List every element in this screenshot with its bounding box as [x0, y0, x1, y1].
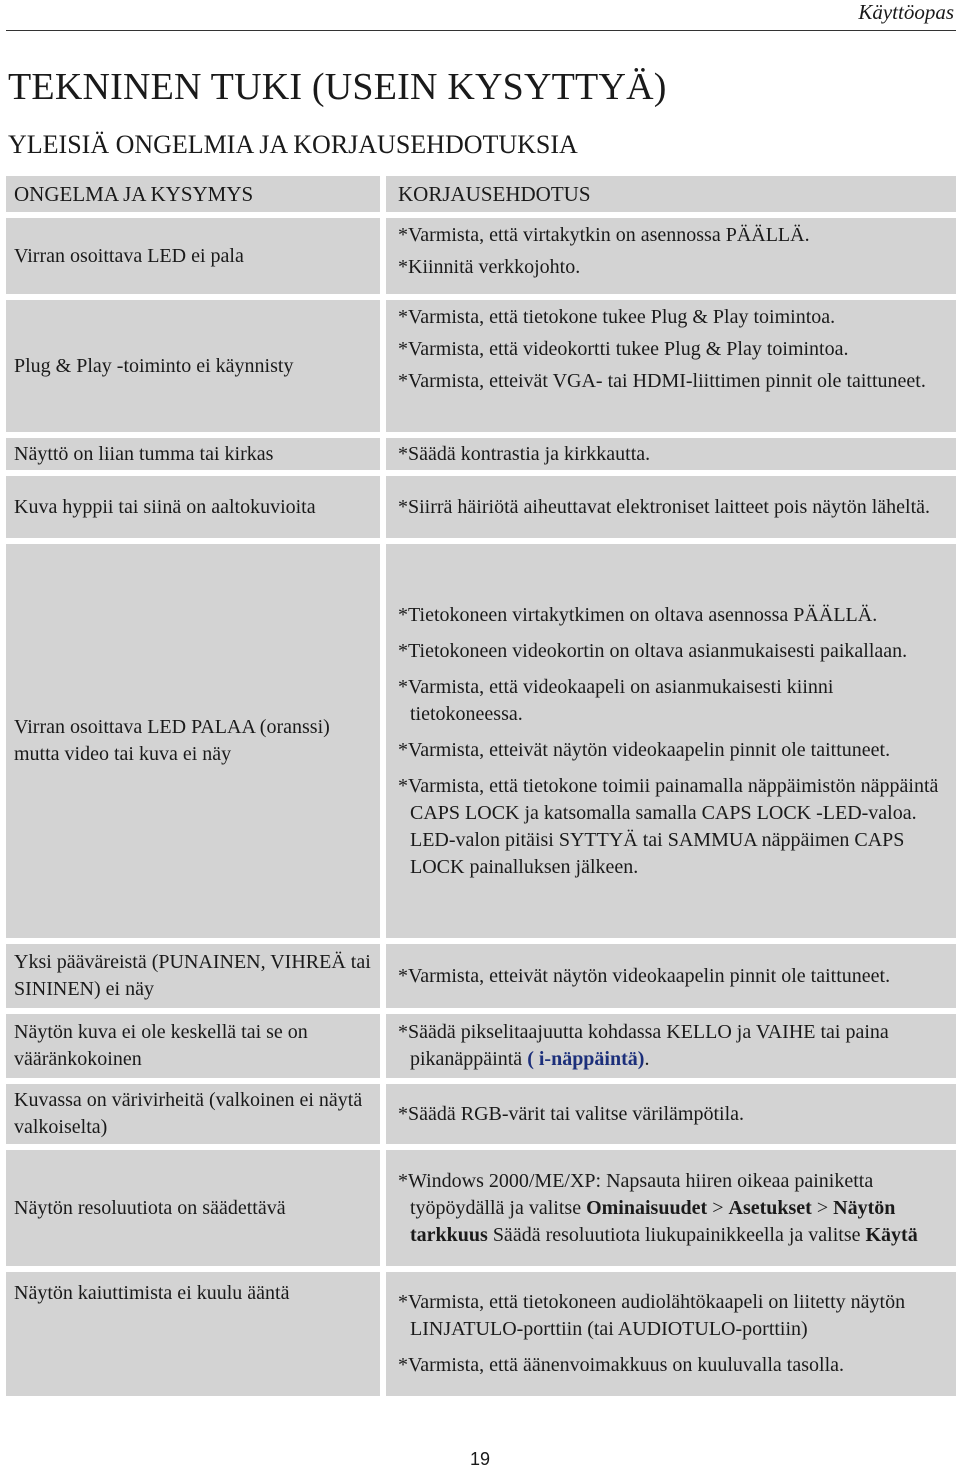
solution-cell [386, 944, 956, 1014]
problem-text: Virran osoittava LED PALAA (oranssi) mutta video tai kuva ei näy [14, 716, 330, 765]
solution-item: *Säädä RGB-värit tai valitse värilämpötila. [398, 1102, 745, 1125]
solution-item: *Windows 2000/ME/XP: Napsauta hiiren oikeaa painiketta työpöydällä ja valitse Ominaisuudet > Asetukset > Näytön tarkkuus Säädä resoluutiota liukupainikkeella ja valitse Käytä [398, 1169, 918, 1246]
problem-text: Yksi pääväreistä (PUNAINEN, VIHREÄ tai SININEN) ei näy [14, 951, 371, 1000]
solution-item: *Varmista, että tietokone toimii painamalla näppäimistön näppäintä CAPS LOCK ja katsomalla samalla CAPS LOCK -LED-valoa. LED-valon pitäisi SYTTYÄ tai SAMMUA näppäimen CAPS LOCK painalluksen jälkeen. [398, 774, 939, 878]
solution-item: *Siirrä häiriötä aiheuttavat elektroniset laitteet pois näytön läheltä. [398, 495, 931, 518]
problem-text: Näytön kaiuttimista ei kuulu ääntä [14, 1282, 290, 1304]
solution-item: *Varmista, että virtakytkin on asennossa PÄÄLLÄ. [398, 224, 810, 246]
solution-cell [386, 1084, 956, 1150]
solution-cell [386, 1272, 956, 1402]
page-number: 19 [469, 1449, 491, 1469]
problem-cell [6, 438, 386, 476]
solution-item: *Varmista, etteivät näytön videokaapelin pinnit ole taittuneet. [398, 738, 891, 761]
solution-item: *Varmista, että tietokoneen audiolähtökaapeli on liitetty näytön LINJATULO-porttiin (tai AUDIOTULO-porttiin) [398, 1291, 906, 1340]
header-divider [6, 30, 956, 31]
solution-cell [386, 1014, 956, 1084]
solution-item: *Tietokoneen virtakytkimen on oltava asennossa PÄÄLLÄ. [398, 603, 878, 626]
problem-cell [6, 944, 386, 1014]
problem-cell [6, 544, 386, 944]
solution-item: *Varmista, että äänenvoimakkuus on kuuluvalla tasolla. [398, 1354, 844, 1376]
solution-cell [386, 438, 956, 476]
solution-item: *Varmista, etteivät näytön videokaapelin pinnit ole taittuneet. [398, 964, 891, 987]
problem-cell [6, 300, 386, 438]
document-header-label: Käyttöopas [858, 0, 954, 24]
problem-text: Näytön resoluutiota on säädettävä [14, 1196, 286, 1219]
problem-cell [6, 1272, 386, 1402]
column-header-solution: KORJAUSEHDOTUS [386, 176, 956, 218]
solution-item: *Varmista, että videokaapeli on asianmukaisesti kiinni tietokoneessa. [398, 675, 834, 725]
troubleshooting-table [6, 176, 956, 1402]
problem-cell [6, 218, 386, 300]
problem-cell [6, 1014, 386, 1084]
page-title: TEKNINEN TUKI (USEIN KYSYTTYÄ) [8, 66, 667, 108]
solution-cell [386, 544, 956, 944]
solution-item: *Säädä kontrastia ja kirkkautta. [398, 442, 651, 465]
problem-text: Kuvassa on värivirheitä (valkoinen ei näytä valkoiselta) [14, 1089, 363, 1138]
problem-text: Näytön kuva ei ole keskellä tai se on vääränkokoinen [14, 1021, 308, 1070]
problem-text: Näyttö on liian tumma tai kirkas [14, 442, 274, 465]
problem-cell [6, 1150, 386, 1272]
section-subtitle: YLEISIÄ ONGELMIA JA KORJAUSEHDOTUKSIA [8, 130, 578, 159]
solution-cell [386, 300, 956, 438]
problem-text: Virran osoittava LED ei pala [14, 244, 244, 267]
solution-item: *Varmista, että tietokone tukee Plug & Play toimintoa. [398, 306, 836, 328]
problem-text: Kuva hyppii tai siinä on aaltokuvioita [14, 495, 316, 518]
solution-cell [386, 1150, 956, 1272]
solution-item: *Tietokoneen videokortin on oltava asianmukaisesti paikallaan. [398, 639, 908, 662]
solution-item: *Kiinnitä verkkojohto. [398, 256, 581, 278]
column-header-problem: ONGELMA JA KYSYMYS [6, 176, 386, 218]
problem-text: Plug & Play -toiminto ei käynnisty [14, 354, 294, 377]
solution-item: *Säädä pikselitaajuutta kohdassa KELLO ja VAIHE tai paina pikanäppäintä ( i-näppäintä). [398, 1021, 889, 1070]
solution-cell [386, 218, 956, 300]
solution-item: *Varmista, etteivät VGA- tai HDMI-liittimen pinnit ole taittuneet. [398, 370, 926, 392]
solution-cell [386, 476, 956, 544]
i-key-link[interactable]: ( i-näppäintä) [527, 1048, 645, 1070]
problem-cell [6, 476, 386, 544]
solution-item: *Varmista, että videokortti tukee Plug & Play toimintoa. [398, 338, 849, 360]
problem-cell [6, 1084, 386, 1150]
